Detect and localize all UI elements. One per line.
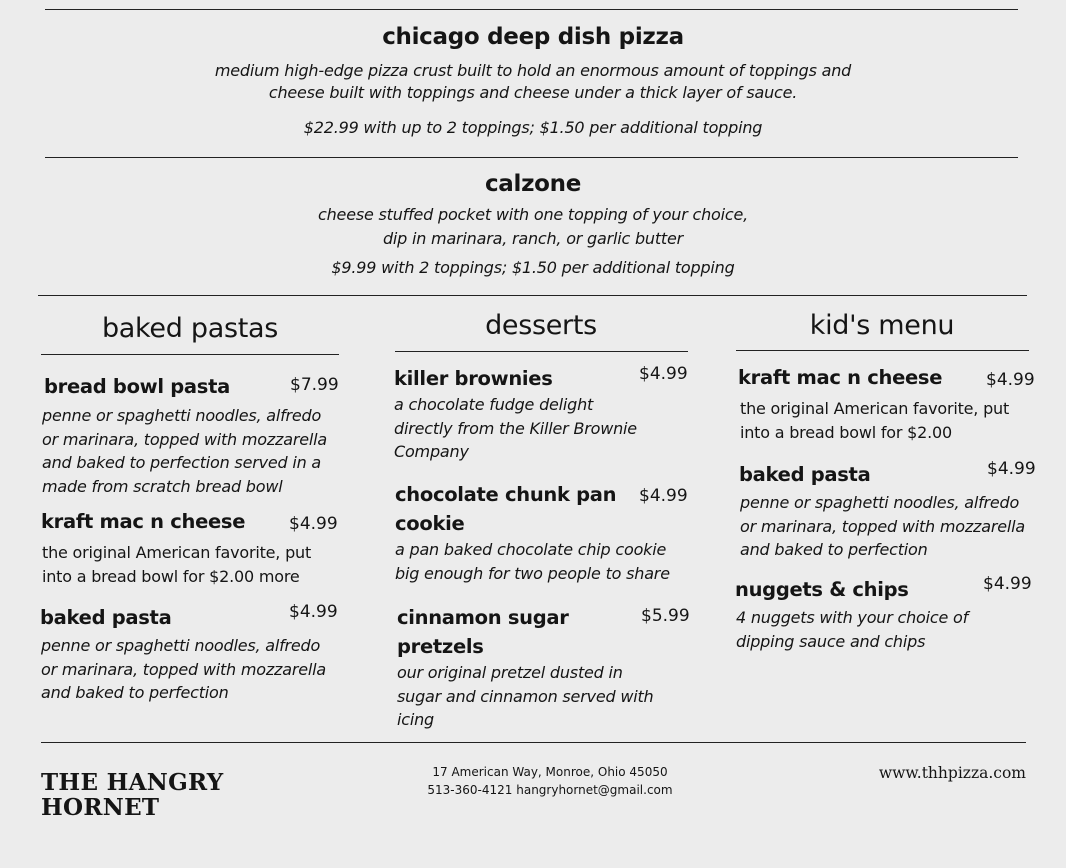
baked-pastas-item-name: bread bowl pasta — [44, 375, 230, 398]
desserts-item-price: $4.99 — [639, 364, 688, 384]
baked-pastas-item-desc: penne or spaghetti noodles, alfredo or marinara, topped with mozzarella and baked to perfection served in a made from scratch bread bowl — [42, 406, 327, 496]
top-divider — [45, 9, 1018, 10]
divider-2 — [38, 295, 1027, 296]
kids-menu-item-name: nuggets & chips — [735, 578, 909, 601]
kids-menu-item-price: $4.99 — [987, 459, 1036, 479]
desserts-item-desc: a pan baked chocolate chip cookie big enough for two people to share — [395, 540, 670, 583]
desserts-item-desc: a chocolate fudge delight directly from the Killer Brownie Company — [394, 395, 637, 461]
calzone-title: calzone — [484, 171, 582, 197]
kids-menu-heading: kid's menu — [809, 310, 955, 341]
desserts-item-name: chocolate chunk pan cookie — [395, 483, 617, 535]
desserts-item-price: $5.99 — [641, 606, 690, 626]
baked-pastas-item-desc: penne or spaghetti noodles, alfredo or marinara, topped with mozzarella and baked to perfection — [41, 636, 326, 702]
footer-contact: 513-360-4121 hangryhornet@gmail.com — [427, 783, 673, 797]
kids-menu-item-desc: penne or spaghetti noodles, alfredo or marinara, topped with mozzarella and baked to perfection — [740, 493, 1025, 559]
calzone-price: $9.99 with 2 toppings; $1.50 per additional topping — [331, 258, 735, 277]
kids-menu-item-name: kraft mac n cheese — [738, 366, 943, 389]
kids-menu-item-desc: 4 nuggets with your choice of dipping sauce and chips — [736, 608, 969, 651]
footer-address: 17 American Way, Monroe, Ohio 45050 — [432, 765, 668, 779]
baked-pastas-item-price: $4.99 — [289, 514, 338, 534]
deep-dish-price: $22.99 with up to 2 toppings; $1.50 per additional topping — [303, 118, 763, 137]
kids-menu-item-desc: the original American favorite, put into a bread bowl for $2.00 — [740, 399, 1010, 442]
calzone-desc-line-1: cheese stuffed pocket with one topping of your choice, — [318, 205, 748, 224]
calzone-desc-line-2: dip in marinara, ranch, or garlic butter — [382, 229, 684, 248]
brand-line-2: HORNET — [41, 794, 160, 821]
kids-menu-item-price: $4.99 — [983, 574, 1032, 594]
footer-divider — [41, 742, 1026, 743]
kids-menu-item-name: baked pasta — [739, 463, 871, 486]
baked-pastas-heading: baked pastas — [101, 313, 279, 344]
desserts-item-name: killer brownies — [394, 367, 553, 390]
desserts-item-price: $4.99 — [639, 486, 688, 506]
kids-menu-item-price: $4.99 — [986, 370, 1035, 390]
deep-dish-desc-line-1: medium high-edge pizza crust built to hold an enormous amount of toppings and — [214, 61, 852, 80]
desserts-underline — [395, 351, 688, 352]
baked-pastas-underline — [41, 354, 339, 355]
baked-pastas-item-desc: the original American favorite, put into a bread bowl for $2.00 more — [42, 543, 312, 586]
footer-website: www.thhpizza.com — [878, 764, 1026, 782]
baked-pastas-item-name: baked pasta — [40, 606, 172, 629]
deep-dish-title: chicago deep dish pizza — [382, 24, 684, 50]
desserts-item-desc: our original pretzel dusted in sugar and cinnamon served with icing — [397, 663, 654, 729]
baked-pastas-item-name: kraft mac n cheese — [41, 510, 246, 533]
desserts-heading: desserts — [485, 310, 597, 341]
baked-pastas-item-price: $4.99 — [289, 602, 338, 622]
desserts-item-name: cinnamon sugar pretzels — [397, 606, 569, 658]
brand-logo — [41, 770, 223, 820]
divider-1 — [45, 157, 1018, 158]
baked-pastas-item-price: $7.99 — [290, 375, 339, 395]
deep-dish-desc-line-2: cheese built with toppings and cheese under a thick layer of sauce. — [268, 83, 798, 102]
brand-line-1: THE HANGRY — [41, 769, 224, 796]
kids-menu-underline — [736, 350, 1029, 351]
